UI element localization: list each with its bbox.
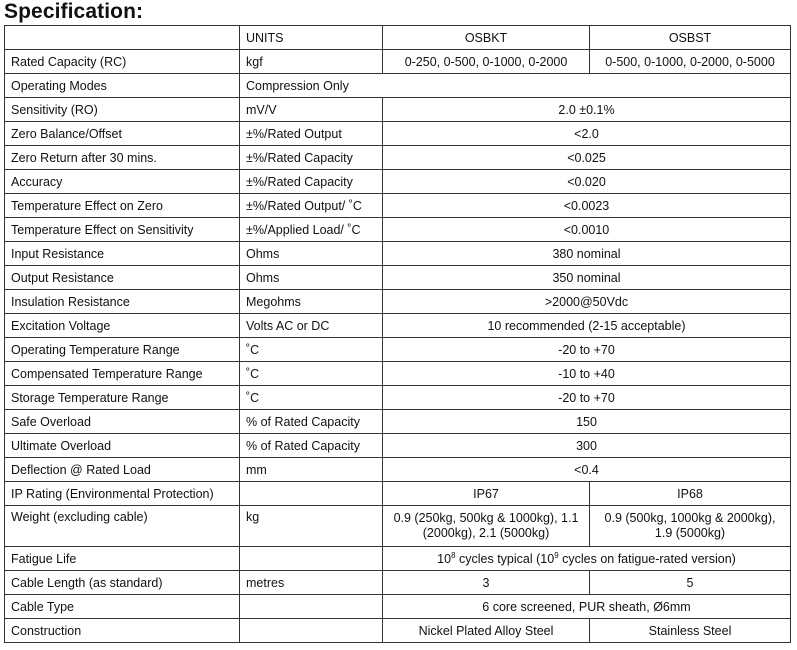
- header-units: UNITS: [240, 26, 383, 50]
- param-cell: Construction: [5, 619, 240, 643]
- shared-value-cell: <0.025: [383, 146, 791, 170]
- fatigue-exponent-2: 9: [554, 550, 559, 560]
- units-cell: mm: [240, 458, 383, 482]
- table-row: [5, 619, 791, 643]
- table-row: [5, 50, 791, 74]
- units-cell: % of Rated Capacity: [240, 434, 383, 458]
- osbkt-value-cell: 3: [383, 571, 590, 595]
- table-row: [5, 434, 791, 458]
- units-cell: Ohms: [240, 266, 383, 290]
- param-cell: Zero Balance/Offset: [5, 122, 240, 146]
- param-cell: Input Resistance: [5, 242, 240, 266]
- table-row: [5, 386, 791, 410]
- param-cell: Cable Length (as standard): [5, 571, 240, 595]
- shared-value-cell: 6 core screened, PUR sheath, Ø6mm: [383, 595, 791, 619]
- units-cell: [240, 595, 383, 619]
- specification-table: [4, 25, 791, 643]
- shared-value-cell: <2.0: [383, 122, 791, 146]
- table-row: [5, 290, 791, 314]
- fatigue-mid: cycles typical (10: [455, 551, 555, 566]
- param-cell: Operating Temperature Range: [5, 338, 240, 362]
- shared-value-cell: <0.0023: [383, 194, 791, 218]
- shared-value-cell: -20 to +70: [383, 386, 791, 410]
- param-cell: Safe Overload: [5, 410, 240, 434]
- shared-value-cell: 350 nominal: [383, 266, 791, 290]
- units-cell: Megohms: [240, 290, 383, 314]
- osbst-value-cell: 0-500, 0-1000, 0-2000, 0-5000: [590, 50, 791, 74]
- table-row: [5, 547, 791, 571]
- units-cell: metres: [240, 571, 383, 595]
- table-row: [5, 362, 791, 386]
- table-row: [5, 170, 791, 194]
- table-row: [5, 218, 791, 242]
- shared-value-cell: 2.0 ±0.1%: [383, 98, 791, 122]
- table-row: [5, 266, 791, 290]
- units-cell: [240, 482, 383, 506]
- table-row: [5, 146, 791, 170]
- units-cell: ±%/Applied Load/ ˚C: [240, 218, 383, 242]
- header-model-osbst: OSBST: [590, 26, 791, 50]
- table-row: [5, 410, 791, 434]
- fatigue-prefix: 10: [437, 551, 452, 566]
- units-cell: % of Rated Capacity: [240, 410, 383, 434]
- shared-value-cell: 150: [383, 410, 791, 434]
- fatigue-suffix: cycles on fatigue-rated version): [558, 551, 736, 566]
- shared-value-cell: 10 recommended (2-15 acceptable): [383, 314, 791, 338]
- units-cell: ±%/Rated Capacity: [240, 170, 383, 194]
- table-row: [5, 571, 791, 595]
- param-cell: Accuracy: [5, 170, 240, 194]
- shared-value-cell: <0.4: [383, 458, 791, 482]
- units-cell: kgf: [240, 50, 383, 74]
- param-cell: Fatigue Life: [5, 547, 240, 571]
- param-cell: Sensitivity (RO): [5, 98, 240, 122]
- table-header-row: [5, 26, 791, 50]
- shared-value-cell: -10 to +40: [383, 362, 791, 386]
- units-cell: [240, 619, 383, 643]
- units-cell: [240, 547, 383, 571]
- shared-value-cell: 380 nominal: [383, 242, 791, 266]
- shared-value-cell: -20 to +70: [383, 338, 791, 362]
- table-row: [5, 74, 791, 98]
- param-cell: Zero Return after 30 mins.: [5, 146, 240, 170]
- param-cell: Compensated Temperature Range: [5, 362, 240, 386]
- units-cell: ˚C: [240, 386, 383, 410]
- table-row: [5, 242, 791, 266]
- units-cell: Volts AC or DC: [240, 314, 383, 338]
- osbst-value-cell: Stainless Steel: [590, 619, 791, 643]
- osbkt-value-cell: Nickel Plated Alloy Steel: [383, 619, 590, 643]
- units-cell: ±%/Rated Capacity: [240, 146, 383, 170]
- table-row: [5, 506, 791, 547]
- param-cell: Storage Temperature Range: [5, 386, 240, 410]
- osbst-value-cell: 0.9 (500kg, 1000kg & 2000kg), 1.9 (5000kg): [590, 506, 791, 547]
- shared-value-cell: <0.0010: [383, 218, 791, 242]
- osbkt-value-cell: IP67: [383, 482, 590, 506]
- table-row: [5, 338, 791, 362]
- table-row: [5, 482, 791, 506]
- table-row: [5, 458, 791, 482]
- shared-value-cell: >2000@50Vdc: [383, 290, 791, 314]
- units-cell: ±%/Rated Output/ ˚C: [240, 194, 383, 218]
- table-row: [5, 595, 791, 619]
- table-row: [5, 122, 791, 146]
- header-parameter: [5, 26, 240, 50]
- param-cell: Cable Type: [5, 595, 240, 619]
- page-title: Specification:: [4, 0, 144, 23]
- osbkt-value-cell: 0-250, 0-500, 0-1000, 0-2000: [383, 50, 590, 74]
- param-cell: Operating Modes: [5, 74, 240, 98]
- shared-value-cell: [383, 547, 791, 571]
- param-cell: Insulation Resistance: [5, 290, 240, 314]
- units-cell: kg: [240, 506, 383, 547]
- param-cell: Excitation Voltage: [5, 314, 240, 338]
- table-row: [5, 194, 791, 218]
- header-model-osbkt: OSBKT: [383, 26, 590, 50]
- units-cell: Ohms: [240, 242, 383, 266]
- osbkt-value-cell: 0.9 (250kg, 500kg & 1000kg), 1.1 (2000kg), 2.1 (5000kg): [383, 506, 590, 547]
- param-cell: Temperature Effect on Sensitivity: [5, 218, 240, 242]
- fatigue-exponent-1: 8: [451, 550, 456, 560]
- param-cell: Output Resistance: [5, 266, 240, 290]
- units-cell: Compression Only: [240, 74, 791, 98]
- units-cell: ±%/Rated Output: [240, 122, 383, 146]
- units-cell: ˚C: [240, 362, 383, 386]
- param-cell: Rated Capacity (RC): [5, 50, 240, 74]
- param-cell: Weight (excluding cable): [5, 506, 240, 547]
- param-cell: Deflection @ Rated Load: [5, 458, 240, 482]
- osbst-value-cell: IP68: [590, 482, 791, 506]
- shared-value-cell: <0.020: [383, 170, 791, 194]
- param-cell: Temperature Effect on Zero: [5, 194, 240, 218]
- table-row: [5, 314, 791, 338]
- units-cell: mV/V: [240, 98, 383, 122]
- table-row: [5, 98, 791, 122]
- osbst-value-cell: 5: [590, 571, 791, 595]
- shared-value-cell: 300: [383, 434, 791, 458]
- units-cell: ˚C: [240, 338, 383, 362]
- param-cell: IP Rating (Environmental Protection): [5, 482, 240, 506]
- param-cell: Ultimate Overload: [5, 434, 240, 458]
